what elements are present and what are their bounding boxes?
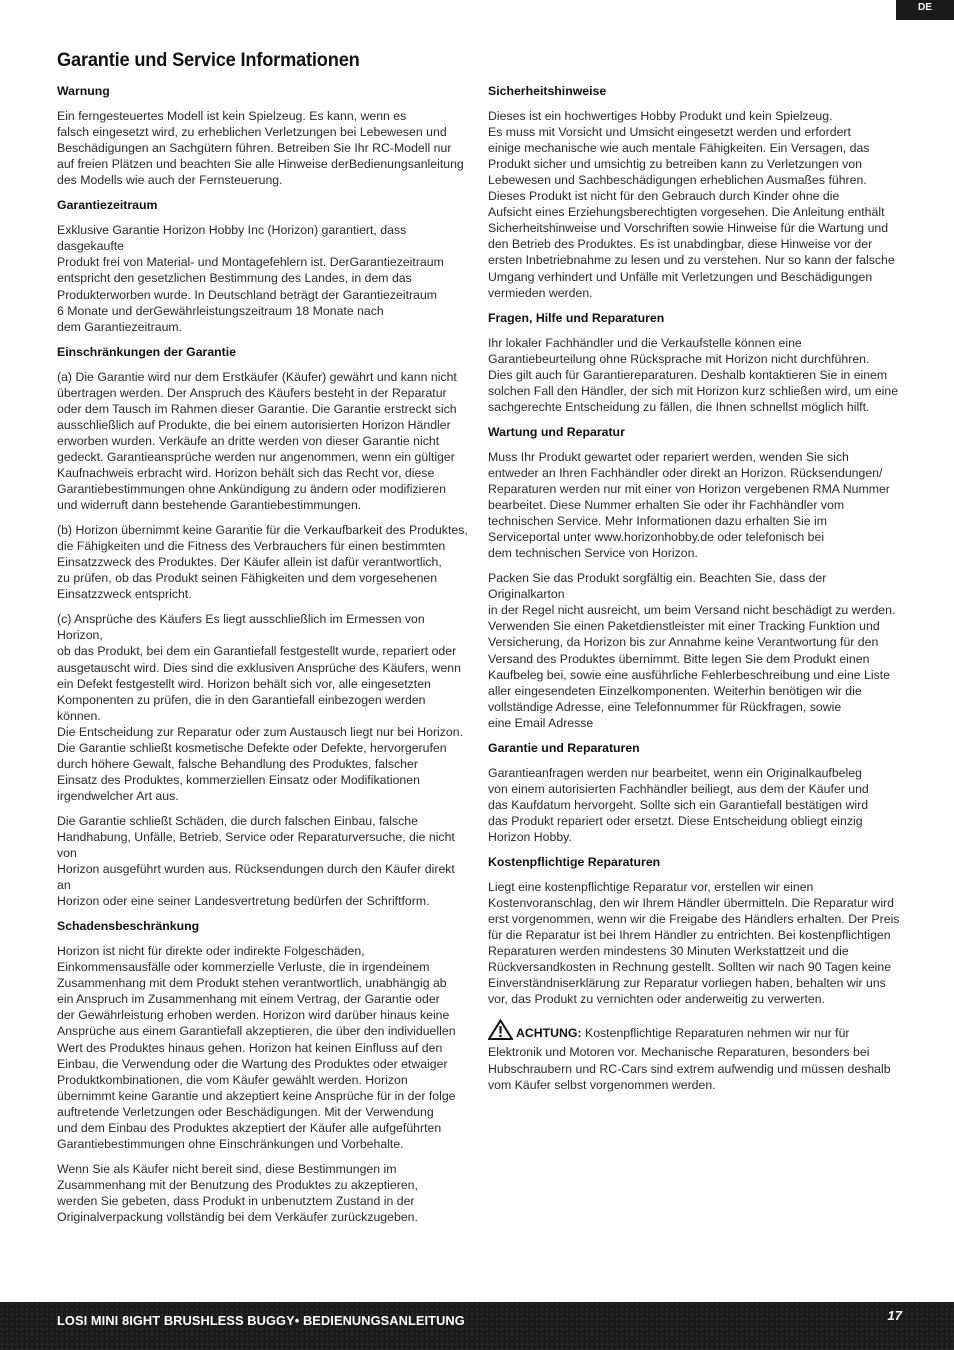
paragraph-einschraenkungen-a: (a) Die Garantie wird nur dem Erstkäufer (Käufer) gewährt und kann nicht übertragen werden. Der Anspruch des Käufers besteht in der Reparatur oder dem Tausch im Rahmen dieser Garantie. Die Garantie erstreckt sich ausschließlich auf Produkte, die bei einem autorisierten Horizon Händler erworben wurden. Verkäufe an dritte werden von dieser Garantie nicht gedeckt. Garantieansprüche werden nur angenommen, wenn ein gültiger Kaufnachweis erbracht wird. Horizon behält sich das Recht vor, diese Garantiebestimmungen ohne Ankündigung zu ändern oder modifizieren und widerruft dann bestehende Garantiebestimmungen. xyxy=(57,369,457,513)
heading-einschraenkungen: Einschränkungen der Garantie xyxy=(57,344,237,359)
paragraph-fragen: Ihr lokaler Fachhändler und die Verkaufstelle können eine Garantiebeurteilung ohne Rücksprache mit Horizon nicht durchführen. Dies gilt auch für Garantiereparaturen. Deshalb kontaktieren Sie in einem solchen Fall den Händler, der sich mit Horizon kurz schließen wird, um eine sachgerechte Entscheidung zu fällen, die Ihnen schnellst möglich hilft. xyxy=(488,335,899,414)
right-column xyxy=(488,83,900,1102)
warning-triangle-icon xyxy=(488,1019,513,1044)
heading-schadensbeschraenkung: Schadensbeschränkung xyxy=(57,919,200,934)
heading-garantiezeitraum: Garantiezeitraum xyxy=(57,198,158,213)
paragraph-wartung-1: Muss Ihr Produkt gewartet oder repariert werden, wenden Sie sich entweder an Ihren Fachhändler oder direkt an Horizon. Rücksendungen/ Reparaturen werden nur mit einer von Horizon vergebenen RMA Nummer bearbeitet. Diese Nummer erhalten Sie oder ihr Fachhändler vom technischen Service. Mehr Informationen dazu erhalten Sie im Serviceportal unter www.horizonhobby.de oder telefonisch bei dem technischen Service von Horizon. xyxy=(488,449,890,561)
footer-bar xyxy=(0,1302,954,1350)
page-title: Garantie und Service Informationen xyxy=(57,50,360,71)
achtung-notice xyxy=(488,1019,900,1092)
heading-fragen: Fragen, Hilfe und Reparaturen xyxy=(488,310,665,325)
paragraph-wartung-2: Packen Sie das Produkt sorgfältig ein. Beachten Sie, dass der Originalkarton in der Regel nicht ausreicht, um beim Versand nicht beschädigt zu werden. Verwenden Sie einen Paketdienstleister mit einer Tracking Funktion und Versicherung, da Horizon bis zur Annahme keine Verantwortung für den Versand des Produktes übernimmt. Bitte legen Sie dem Produkt einen Kaufbeleg bei, sowie eine ausführliche Fehlerbeschreibung und eine Liste aller eingesendeten Einzelkomponenten. Weiterhin benötigen wir die vollständige Adresse, eine Telefonnummer für Rückfragen, sowie eine Email Adresse xyxy=(488,571,896,730)
paragraph-warnung: Ein ferngesteuertes Modell ist kein Spielzeug. Es kann, wenn es falsch eingesetzt wird, zu erheblichen Verletzungen bei Lebewesen und Beschädigungen an Sachgütern führen. Betreiben Sie Ihr RC-Modell nur auf freien Plätzen und beachten Sie alle Hinweise derBedienungsanleitung des Modells wie auch der Fernsteuerung. xyxy=(57,109,464,188)
page-number: 17 xyxy=(887,1308,902,1323)
left-column xyxy=(57,83,470,1234)
footer-title: LOSI MINI 8IGHT BRUSHLESS BUGGY• BEDIENUNGSANLEITUNG xyxy=(57,1313,465,1328)
paragraph-einschraenkungen-c: (c) Ansprüche des Käufers Es liegt ausschließlich im Ermessen von Horizon, ob das Produkt, bei dem ein Garantiefall festgestellt wurde, repariert oder ausgetauscht wird. Dies sind die exklusiven Ansprüche des Käufers, wenn ein Defekt festgestellt wird. Horizon behält sich vor, alle eingesetzten Komponenten zu prüfen, die in den Garantiefall einbezogen werden können. Die Entscheidung zur Reparatur oder zum Austausch liegt nur bei Horizon. Die Garantie schließt kosmetische Defekte oder Defekte, hervorgerufen durch höhere Gewalt, falsche Behandlung des Produktes, falscher Einsatz des Produktes, kommerziellen Einsatz oder Modifikationen irgendwelcher Art aus. xyxy=(57,612,464,803)
achtung-text: Kostenpflichtige Reparaturen nehmen wir nur für Elektronik und Motoren vor. Mechanische Reparaturen, besonders bei Hubschraubern und RC-Cars sind extrem aufwendig und müssen deshalb vom Käufer selbst vorgenommen werden. xyxy=(488,1026,891,1092)
paragraph-kostenpflichtige: Liegt eine kostenpflichtige Reparatur vor, erstellen wir einen Kostenvoranschlag, den wir Ihrem Händler übermitteln. Die Reparatur wird erst vorgenommen, wenn wir die Freigabe des Händlers erhalten. Der Preis für die Reparatur ist bei Ihrem Händler zu entrichten. Bei kostenpflichtigen Reparaturen werden mindestens 30 Minuten Werkstattzeit und die Rückversandkosten in Rechnung gestellt. Sollten wir nach 90 Tagen keine Einverständniserklärung zur Reparatur vorliegen haben, behalten wir uns vor, das Produkt zu vernichten oder anderweitig zu verwerten. xyxy=(488,880,900,1007)
paragraph-garantie-reparaturen: Garantieanfragen werden nur bearbeitet, wenn ein Originalkaufbeleg von einem autorisierten Fachhändler beiliegt, aus dem der Käufer und das Kaufdatum hervorgeht. Sollte sich ein Garantiefall bestätigen wird das Produkt repariert oder ersetzt. Diese Entscheidung obliegt einzig Horizon Hobby. xyxy=(488,765,869,844)
paragraph-einschraenkungen-d: Die Garantie schließt Schäden, die durch falschen Einbau, falsche Handhabung, Unfälle, Betrieb, Service oder Reparaturversuche, die nicht von Horizon ausgeführt wurden aus. Rücksendungen durch den Käufer direkt an Horizon oder eine seiner Landesvertretung bedürfen der Schriftform. xyxy=(57,813,455,909)
paragraph-einschraenkungen-b: (b) Horizon übernimmt keine Garantie für die Verkaufbarkeit des Produktes, die Fähigkeiten und die Fitness des Verbrauchers für einen bestimmten Einsatzzweck des Produktes. Der Käufer allein ist dafür verantwortlich, zu prüfen, ob das Produkt seinen Fähigkeiten und dem vorgesehenen Einsatzzweck entspricht. xyxy=(57,523,468,602)
language-tab: DE xyxy=(896,0,954,20)
achtung-label: ACHTUNG: xyxy=(516,1026,582,1041)
paragraph-garantiezeitraum: Exklusive Garantie Horizon Hobby Inc (Horizon) garantiert, dass dasgekaufte Produkt frei von Material- und Montagefehlern ist. DerGarantiezeitraum entspricht den gesetzlichen Bestimmung des Landes, in dem das Produkterworben wurde. In Deutschland beträgt der Garantiezeitraum 6 Monate und derGewährleistungszeitraum 18 Monate nach dem Garantiezeitraum. xyxy=(57,223,444,334)
paragraph-schaden-2: Wenn Sie als Käufer nicht bereit sind, diese Bestimmungen im Zusammenhang mit der Benutzung des Produktes zu akzeptieren, werden Sie gebeten, dass Produkt in unbenutztem Zustand in der Originalverpackung vollständig bei dem Verkäufer zurückzugeben. xyxy=(57,1161,418,1224)
paragraph-sicherheitshinweise: Dieses ist ein hochwertiges Hobby Produkt und kein Spielzeug. Es muss mit Vorsicht und Umsicht eingesetzt werden und erfordert einige mechanische wie auch mentale Fähigkeiten. Ein Versagen, das Produkt sicher und umsichtig zu betreiben kann zu Verletzungen von Lebewesen und Sachbeschädigungen erheblichen Ausmaßes führen. Dieses Produkt ist nicht für den Gebrauch durch Kinder ohne die Aufsicht eines Erziehungsberechtigten vorgesehen. Die Anleitung enthält Sicherheitshinweise und Vorschriften sowie Hinweise für die Wartung und den Betrieb des Produktes. Es ist unabdingbar, diese Hinweise vor der ersten Inbetriebnahme zu lesen und zu verstehen. Nur so kann der falsche Umgang verhindert und Unfälle mit Verletzungen und Beschädigungen vermieden werden. xyxy=(488,109,895,300)
heading-warnung: Warnung xyxy=(57,84,110,98)
heading-kostenpflichtige: Kostenpflichtige Reparaturen xyxy=(488,855,661,870)
paragraph-schaden-1: Horizon ist nicht für direkte oder indirekte Folgeschäden, Einkommensausfälle oder kommerzielle Verluste, die in irgendeinem Zusammenhang mit dem Produkt stehen verantwortlich, unabhängig ab ein Anspruch im Zusammenhang mit einem Vertrag, der Garantie oder der Gewährleistung erhoben werden. Horizon wird darüber hinaus keine Ansprüche aus einem Garantiefall akzeptieren, die über den individuellen Wert des Produktes hinaus gehen. Horizon hat keinen Einfluss auf den Einbau, die Verwendung oder die Wartung des Produktes oder etwaiger Produktkombinationen, die vom Käufer gewählt werden. Horizon übernimmt keine Garantie und akzeptiert keine Ansprüche für in der folge auftretende Verletzungen oder Beschädigungen. Mit der Verwendung und dem Einbau des Produktes akzeptiert der Käufer alle aufgeführten Garantiebestimmungen ohne Einschränkungen und Vorbehalte. xyxy=(57,944,456,1151)
heading-garantie-reparaturen: Garantie und Reparaturen xyxy=(488,740,640,755)
heading-wartung: Wartung und Reparatur xyxy=(488,424,625,439)
heading-sicherheitshinweise: Sicherheitshinweise xyxy=(488,84,607,98)
